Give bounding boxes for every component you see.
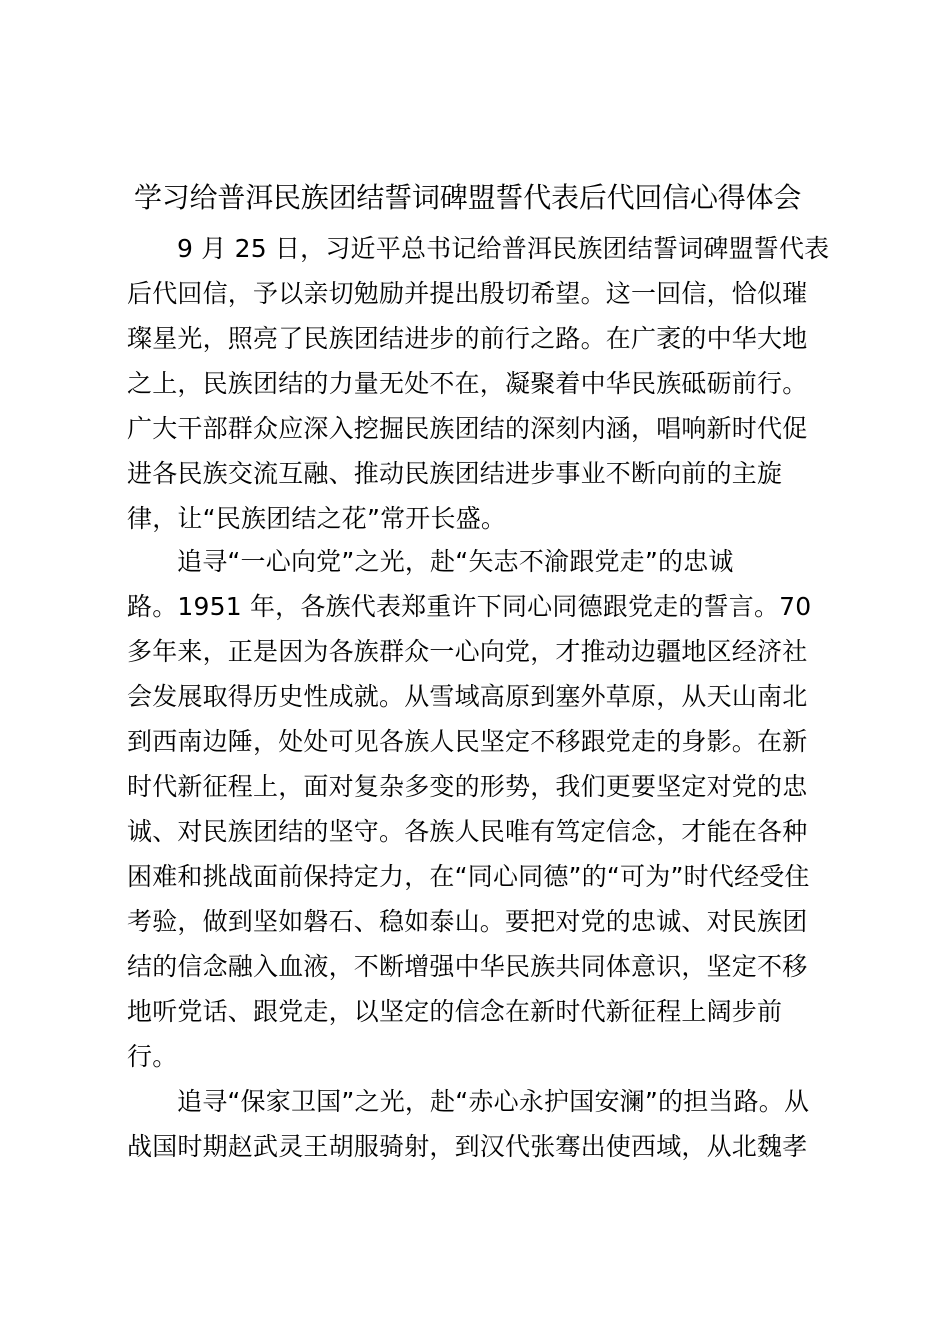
body-line: 多年来，正是因为各族群众一心向党，才推动边疆地区经济社 — [127, 637, 808, 666]
body-line: 战国时期赵武灵王胡服骑射，到汉代张骞出使西域，从北魏孝 — [127, 1132, 808, 1161]
document-title: 学习给普洱民族团结誓词碑盟誓代表后代回信心得体会 — [134, 181, 802, 214]
body-line: 时代新征程上，面对复杂多变的形势，我们更要坚定对党的忠 — [127, 772, 808, 801]
body-line: 之上，民族团结的力量无处不在，凝聚着中华民族砥砺前行。 — [127, 369, 808, 398]
body-line: 追寻“一心向党”之光，赴“矢志不渝跟党走”的忠诚 — [177, 547, 734, 576]
body-line: 结的信念融入血液，不断增强中华民族共同体意识，坚定不移 — [127, 952, 808, 981]
body-line: 考验，做到坚如磐石、稳如泰山。要把对党的忠诚、对民族团 — [127, 907, 808, 936]
body-line: 广大干部群众应深入挖掘民族团结的深刻内涵，唱响新时代促 — [127, 414, 808, 443]
body-line: 后代回信，予以亲切勉励并提出殷切希望。这一回信，恰似璀 — [127, 279, 808, 308]
body-line: 行。 — [127, 1042, 178, 1071]
body-line: 进各民族交流互融、推动民族团结进步事业不断向前的主旋 — [127, 459, 783, 488]
body-line: 地听党话、跟党走，以坚定的信念在新时代新征程上阔步前 — [127, 997, 783, 1026]
body-line: 璨星光，照亮了民族团结进步的前行之路。在广袤的中华大地 — [127, 324, 808, 353]
body-line: 到西南边陲，处处可见各族人民坚定不移跟党走的身影。在新 — [127, 727, 808, 756]
body-line: 会发展取得历史性成就。从雪域高原到塞外草原，从天山南北 — [127, 682, 808, 711]
body-line: 9 月 25 日，习近平总书记给普洱民族团结誓词碑盟誓代表 — [177, 234, 830, 263]
body-line: 诚、对民族团结的坚守。各族人民唯有笃定信念，才能在各种 — [127, 817, 808, 846]
body-line: 追寻“保家卫国”之光，赴“赤心永护国安澜”的担当路。从 — [177, 1087, 810, 1116]
body-line: 困难和挑战面前保持定力，在“同心同德”的“可为”时代经受住 — [127, 862, 810, 891]
body-line: 律，让“民族团结之花”常开长盛。 — [127, 504, 507, 533]
body-line: 路。1951 年，各族代表郑重许下同心同德跟党走的誓言。70 — [127, 592, 812, 621]
